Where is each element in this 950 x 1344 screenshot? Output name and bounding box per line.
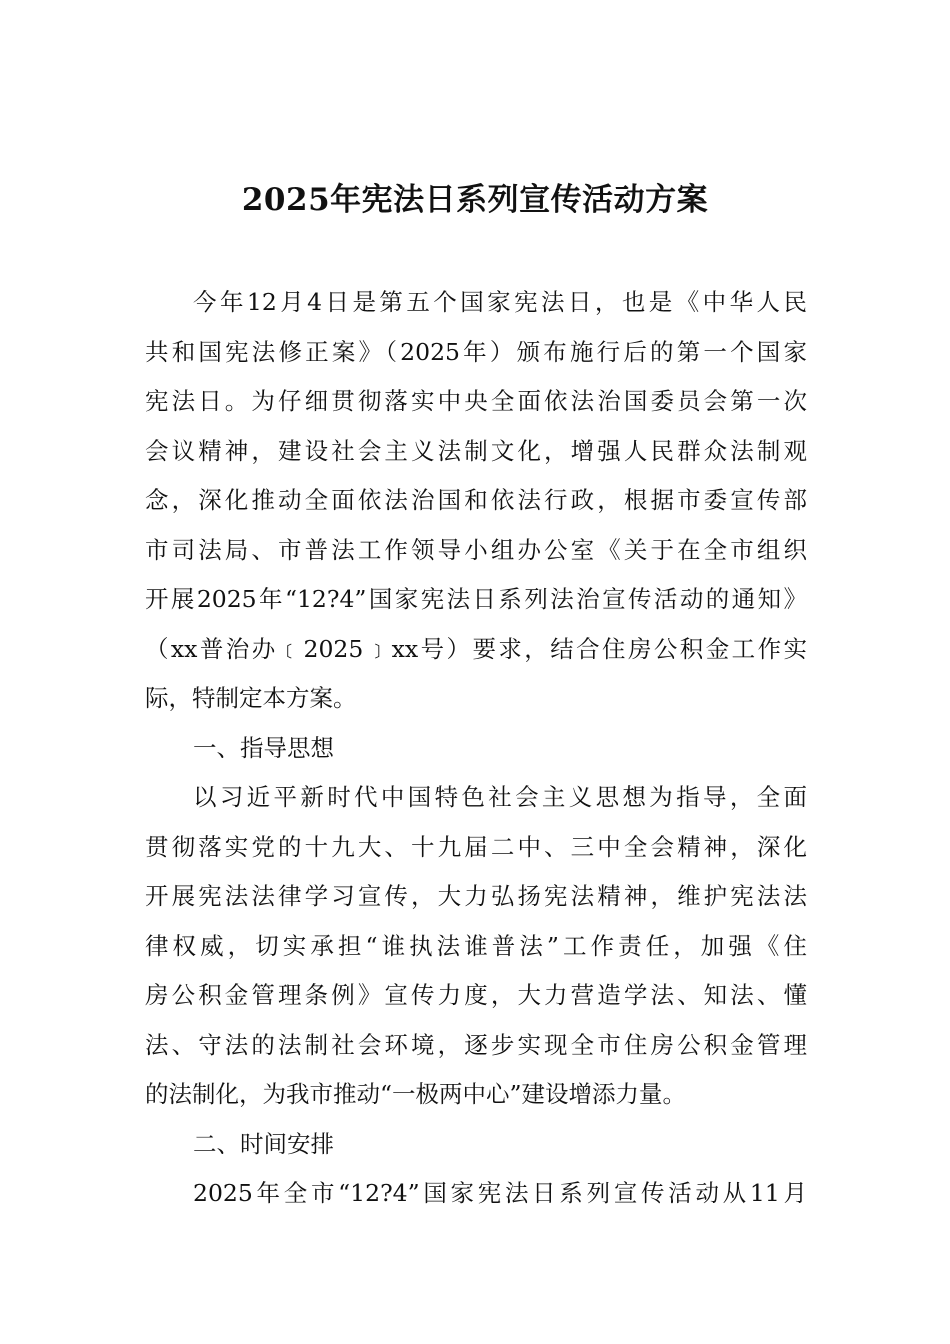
paragraph-line: 开展2025年“12?4”国家宪法日系列法治宣传活动的通知》 xyxy=(145,585,807,613)
section-heading: 一、指导思想 xyxy=(193,733,334,762)
paragraph-line: 共和国宪法修正案》（2025年）颁布施行后的第一个国家 xyxy=(145,337,807,366)
paragraph-line: 际，特制定本方案。 xyxy=(145,684,357,712)
paragraph-line: 念，深化推动全面依法治国和依法行政，根据市委宣传部 xyxy=(145,486,807,514)
document-body xyxy=(145,278,807,1219)
paragraph-line: 会议精神，建设社会主义法制文化，增强人民群众法制观 xyxy=(145,436,807,465)
paragraph-line: 市司法局、市普法工作领导小组办公室《关于在全市组织 xyxy=(145,535,807,564)
paragraph-line: （xx普治办﹝2025﹞xx号）要求，结合住房公积金工作实 xyxy=(145,634,807,663)
paragraph-line: 以习近平新时代中国特色社会主义思想为指导，全面 xyxy=(193,783,807,811)
paragraph-line: 的法制化，为我市推动“一极两中心”建设增添力量。 xyxy=(145,1080,687,1108)
paragraph-line: 开展宪法法律学习宣传，大力弘扬宪法精神，维护宪法法 xyxy=(145,882,807,910)
paragraph-line: 贯彻落实党的十九大、十九届二中、三中全会精神，深化 xyxy=(145,832,807,861)
paragraph-line: 房公积金管理条例》宣传力度，大力营造学法、知法、懂 xyxy=(145,981,807,1009)
section-heading: 二、时间安排 xyxy=(193,1129,334,1158)
paragraph-line: 法、守法的法制社会环境，逐步实现全市住房公积金管理 xyxy=(145,1030,807,1059)
document-title: 2025年宪法日系列宣传活动方案 xyxy=(241,182,709,218)
paragraph-line: 2025年全市“12?4”国家宪法日系列宣传活动从11月 xyxy=(193,1179,807,1207)
paragraph-line: 今年12月4日是第五个国家宪法日，也是《中华人民 xyxy=(193,288,807,316)
paragraph-line: 律权威，切实承担“谁执法谁普法”工作责任，加强《住 xyxy=(145,931,807,960)
paragraph-line: 宪法日。为仔细贯彻落实中央全面依法治国委员会第一次 xyxy=(145,387,807,415)
